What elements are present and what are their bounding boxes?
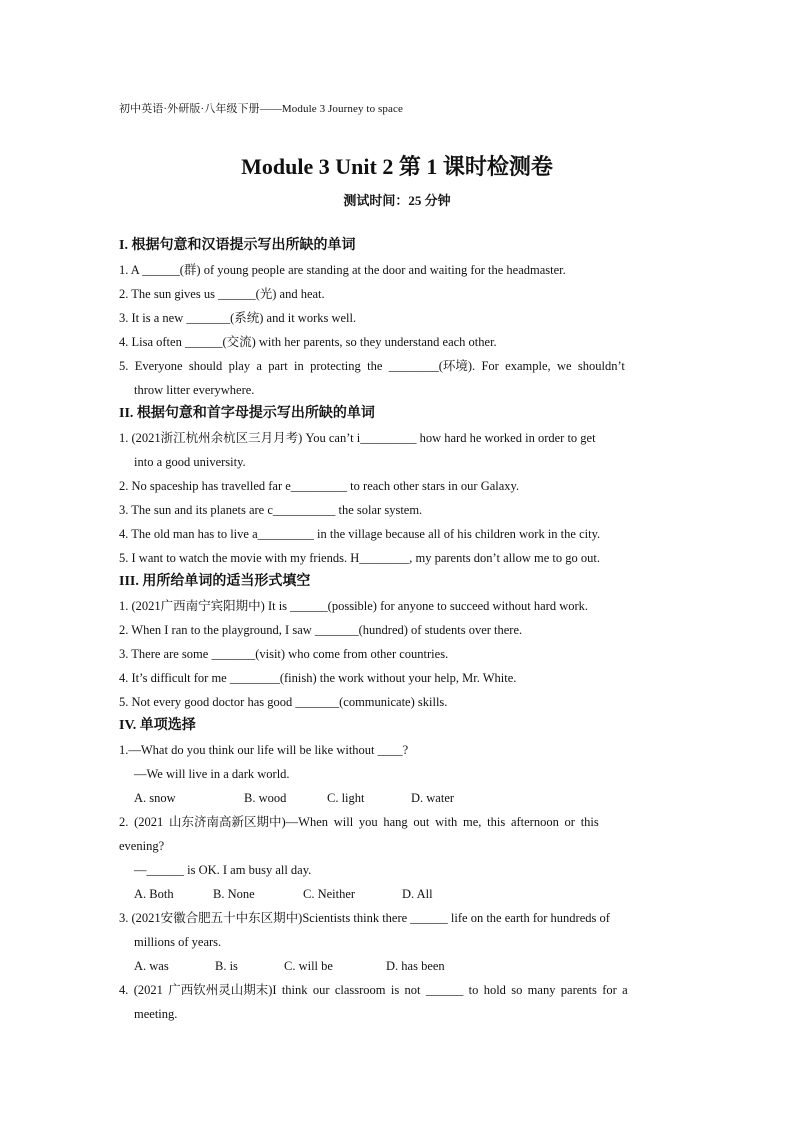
- option-b: B. None: [213, 887, 255, 901]
- s4-q1-reply: —We will live in a dark world.: [134, 767, 290, 781]
- s2-q1: 1. (2021浙江杭州余杭区三月月考) You can’t i_________ how hard he worked in order to get: [119, 431, 596, 445]
- option-a: A. snow: [134, 791, 176, 805]
- s3-q1: 1. (2021广西南宁宾阳期中) It is ______(possible) for anyone to succeed without hard work.: [119, 599, 589, 613]
- page-title: Module 3 Unit 2 第 1 课时检测卷: [241, 154, 553, 179]
- option-d: D. has been: [386, 959, 445, 973]
- page-header: 初中英语·外研版·八年级下册——Module 3 Journey to space: [119, 103, 403, 115]
- s2-q3: 3. The sun and its planets are c__________ the solar system.: [119, 503, 423, 517]
- s4-q1-stem: 1.—What do you think our life will be like without ____?: [119, 743, 409, 757]
- s4-q3-stem-cont: millions of years.: [134, 935, 222, 949]
- s1-q5: 5. Everyone should play a part in protecting the ________(环境). For example, we shouldn’t: [119, 359, 625, 373]
- s2-q2: 2. No spaceship has travelled far e_________ to reach other stars in our Galaxy.: [119, 479, 520, 493]
- option-c: C. light: [327, 791, 365, 805]
- s4-q4-stem: 4. (2021 广西钦州灵山期末)I think our classroom is not ______ to hold so many parents for a: [119, 983, 628, 997]
- s4-q2-options: [119, 882, 675, 906]
- option-b: B. wood: [244, 791, 287, 805]
- s3-q2: 2. When I ran to the playground, I saw _______(hundred) of students over there.: [119, 623, 523, 637]
- option-a: A. Both: [134, 887, 174, 901]
- worksheet-content: [119, 234, 675, 1026]
- s4-q3-options: [119, 954, 675, 978]
- s4-q2-stem: 2. (2021 山东济南高新区期中)—When will you hang out with me, this afternoon or this: [119, 815, 599, 829]
- s1-q1: 1. A ______(群) of young people are standing at the door and waiting for the headmaster.: [119, 263, 566, 277]
- s3-q5: 5. Not every good doctor has good _______(communicate) skills.: [119, 695, 448, 709]
- s4-q1-options: [119, 786, 675, 810]
- s4-q2-stem-cont: evening?: [119, 839, 165, 853]
- section-2-heading: II. 根据句意和首字母提示写出所缺的单词: [119, 406, 375, 421]
- section-3-heading: III. 用所给单词的适当形式填空: [119, 574, 311, 589]
- option-d: D. water: [411, 791, 455, 805]
- s2-q5: 5. I want to watch the movie with my friends. H________, my parents don’t allow me to go out.: [119, 551, 600, 565]
- option-a: A. was: [134, 959, 169, 973]
- s1-q3: 3. It is a new _______(系统) and it works well.: [119, 311, 357, 325]
- s2-q4: 4. The old man has to live a_________ in the village because all of his children work in the city.: [119, 527, 601, 541]
- test-time: 测试时间：25 分钟: [343, 193, 451, 208]
- s4-q4-stem-cont: meeting.: [134, 1007, 178, 1021]
- option-b: B. is: [215, 959, 238, 973]
- section-4-heading: IV. 单项选择: [119, 718, 196, 733]
- s2-q1-cont: into a good university.: [134, 455, 246, 469]
- s4-q2-reply: —______ is OK. I am busy all day.: [134, 863, 312, 877]
- s1-q2: 2. The sun gives us ______(光) and heat.: [119, 287, 325, 301]
- s3-q3: 3. There are some _______(visit) who come from other countries.: [119, 647, 449, 661]
- option-c: C. Neither: [303, 887, 356, 901]
- option-c: C. will be: [284, 959, 333, 973]
- s1-q5-cont: throw litter everywhere.: [134, 383, 255, 397]
- s4-q3-stem: 3. (2021安徽合肥五十中东区期中)Scientists think there ______ life on the earth for hundreds of: [119, 911, 610, 925]
- s3-q4: 4. It’s difficult for me ________(finish) the work without your help, Mr. White.: [119, 671, 517, 685]
- s1-q4: 4. Lisa often ______(交流) with her parents, so they understand each other.: [119, 335, 497, 349]
- section-1-heading: I. 根据句意和汉语提示写出所缺的单词: [119, 238, 356, 253]
- option-d: D. All: [402, 887, 433, 901]
